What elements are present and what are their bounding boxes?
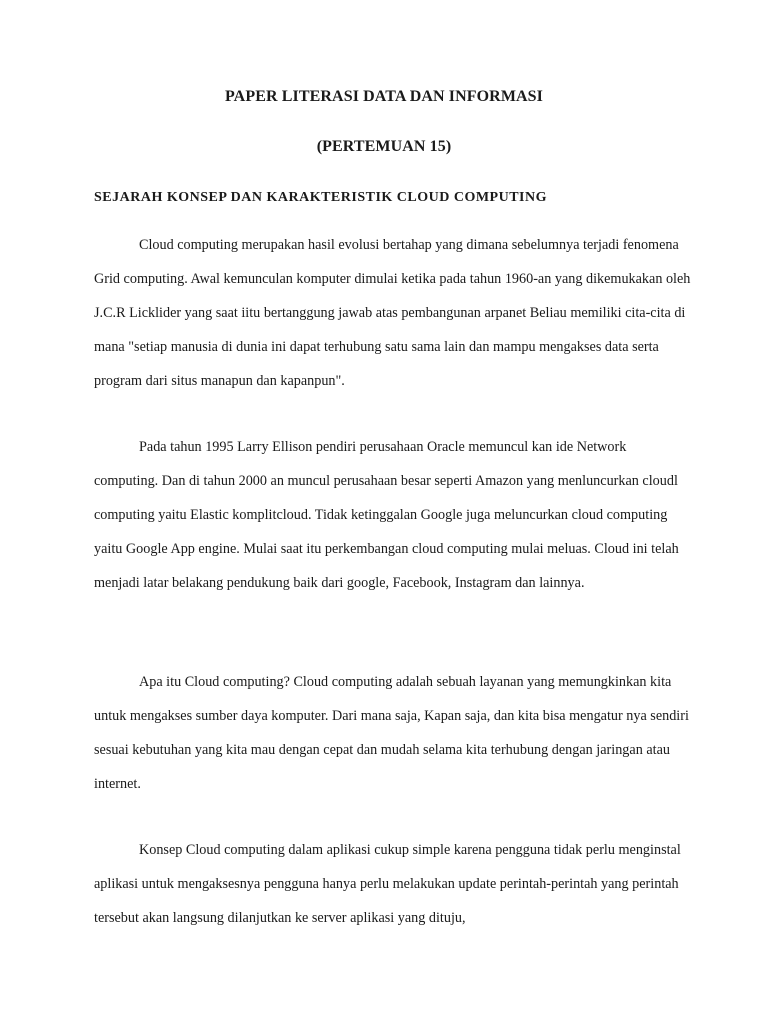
paragraph-4: Konsep Cloud computing dalam aplikasi cukup simple karena pengguna tidak perlu menginstal aplikasi untuk mengaksesnya pengguna hanya perlu melakukan update perintah-perintah yang perintah tersebut akan langsung dilanjutkan ke server aplikasi yang dituju, — [94, 842, 681, 926]
paragraph-3: Apa itu Cloud computing? Cloud computing adalah sebuah layanan yang memungkinkan kita untuk mengakses sumber daya komputer. Dari mana saja, Kapan saja, dan kita bisa mengatur nya sendiri sesuai kebutuhan yang kita mau dengan cepat dan mudah selama kita terhubung dengan jaringan atau internet. — [94, 674, 689, 792]
paragraph-1: Cloud computing merupakan hasil evolusi bertahap yang dimana sebelumnya terjadi fenomena Grid computing. Awal kemunculan komputer dimulai ketika pada tahun 1960-an yang dikemukakan oleh J.C.R Licklider yang saat iitu bertanggung jawab atas pembangunan arpanet Beliau memiliki cita-cita di mana "setiap manusia di dunia ini dapat terhubung satu sama lain dan mampu mengakses data serta program dari situs manapun dan kapanpun". — [94, 237, 691, 389]
paragraph-2: Pada tahun 1995 Larry Ellison pendiri perusahaan Oracle memuncul kan ide Network computing. Dan di tahun 2000 an muncul perusahaan besar seperti Amazon yang menluncurkan cloudl computing yaitu Elastic komplitcloud. Tidak ketinggalan Google juga meluncurkan cloud computing yaitu Google App engine. Mulai saat itu perkembangan cloud computing mulai meluas. Cloud ini telah menjadi latar belakang pendukung baik dari google, Facebook, Instagram dan lainnya. — [94, 439, 679, 591]
section-heading: SEJARAH KONSEP DAN KARAKTERISTIK CLOUD COMPUTING — [94, 190, 547, 205]
document-subtitle: (PERTEMUAN 15) — [316, 138, 452, 155]
document-title: PAPER LITERASI DATA DAN INFORMASI — [225, 88, 543, 105]
